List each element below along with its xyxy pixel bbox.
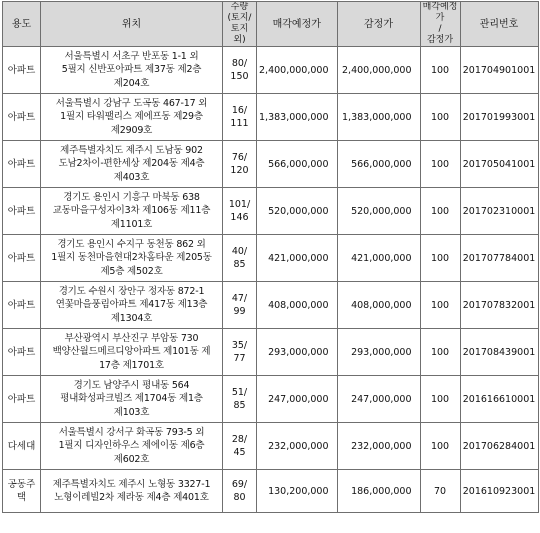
header-quantity [223,2,257,47]
location-line: 1필지 타워팰리스 제에프동 제29층 [60,111,203,123]
price-cell: 1,383,000,000 [257,94,338,141]
use-cell: 다세대 [3,423,41,470]
location-line: 연꽃마을풍림아파트 제417동 제13층 [55,299,208,311]
quantity-part: 16/ [231,105,248,116]
use-cell: 아파트 [3,141,41,188]
table-row [3,376,539,423]
location-cell [41,423,223,470]
use-cell: 아파트 [3,47,41,94]
location-cell [41,235,223,282]
use-cell: 아파트 [3,235,41,282]
location-line: 제주특별자치도 제주시 도남동 902 [60,144,203,156]
quantity-part: 80/ [231,58,248,69]
quantity-cell [223,141,257,188]
use-cell: 아파트 [3,376,41,423]
location-line: 경기도 남양주시 평내동 564 [73,379,190,391]
location-line: 교동마을구성자이3차 제106동 제11층 [52,205,211,217]
quantity-part: 45 [233,447,246,458]
quantity-part: 51/ [231,387,248,398]
quantity-part: 146 [230,212,249,223]
auction-table-container [2,1,539,513]
quantity-cell [223,188,257,235]
id-cell: 201616610001 [460,376,538,423]
quantity-part: 80 [233,492,246,503]
quantity-part: 85 [233,400,246,411]
quantity-part: 40/ [231,246,248,257]
id-cell: 201701993001 [460,94,538,141]
table-row [3,94,539,141]
location-line: 서울특별시 서초구 반포동 1-1 외 [64,50,199,62]
auction-table [2,1,539,513]
header-row [3,2,539,47]
quantity-cell [223,423,257,470]
header-appraisal: 감정가 [337,2,420,47]
use-cell: 아파트 [3,94,41,141]
table-row [3,235,539,282]
location-cell [41,188,223,235]
quantity-part: 47/ [231,293,248,304]
location-line: 서울특별시 강서구 화곡동 793-5 외 [58,426,205,438]
location-line: 제103호 [113,406,150,418]
appraisal-cell: 1,383,000,000 [337,94,420,141]
price-cell: 232,000,000 [257,423,338,470]
id-cell: 201705041001 [460,141,538,188]
id-cell: 201707784001 [460,235,538,282]
ratio-cell: 100 [420,282,460,329]
location-line: 1필지 디자인하우스 제에이동 제6층 [58,440,205,452]
ratio-cell: 100 [420,376,460,423]
id-cell: 201708439001 [460,329,538,376]
appraisal-cell: 2,400,000,000 [337,47,420,94]
id-cell: 201706284001 [460,423,538,470]
location-line: 경기도 용인시 수지구 동천동 862 외 [57,238,206,250]
ratio-cell: 100 [420,47,460,94]
quantity-cell [223,235,257,282]
price-cell: 566,000,000 [257,141,338,188]
appraisal-cell: 247,000,000 [337,376,420,423]
location-line: 제403호 [113,171,150,183]
use-cell: 아파트 [3,282,41,329]
quantity-part: 85 [233,259,246,270]
price-cell: 293,000,000 [257,329,338,376]
quantity-part: 120 [230,165,249,176]
ratio-cell: 100 [420,423,460,470]
use-cell: 공동주택 [3,470,41,513]
location-line: 1필지 동천마을현대2차홈타운 제205동 [51,252,212,264]
price-cell: 520,000,000 [257,188,338,235]
header-use: 용도 [3,2,41,47]
quantity-cell [223,94,257,141]
use-cell: 아파트 [3,188,41,235]
header-ratio-top: 매각예정가 [422,2,458,23]
location-cell [41,141,223,188]
location-line: 경기도 용인시 기흥구 마북동 638 [63,191,200,203]
location-line: 경기도 수원시 장안구 정자동 872-1 [58,285,205,297]
id-cell: 201702310001 [460,188,538,235]
quantity-cell [223,329,257,376]
appraisal-cell: 232,000,000 [337,423,420,470]
quantity-part: 111 [230,118,249,129]
location-line: 제204호 [113,77,150,89]
table-row [3,188,539,235]
location-line: 도남2차이-편한세상 제204동 제4층 [58,158,205,170]
id-cell: 201704901001 [460,47,538,94]
quantity-part: 150 [230,71,249,82]
quantity-cell [223,47,257,94]
location-cell [41,94,223,141]
location-line: 백양산월드메르디앙아파트 제101동 제 [52,346,211,358]
table-row [3,282,539,329]
location-line: 노형이레빌2차 제라동 제4층 제401호 [54,492,209,503]
table-row [3,470,539,513]
appraisal-cell: 293,000,000 [337,329,420,376]
location-line: 부산광역시 부산진구 부암동 730 [64,332,199,344]
header-price: 매각예정가 [257,2,338,47]
quantity-part: 77 [233,353,246,364]
quantity-part: 35/ [231,340,248,351]
location-cell [41,329,223,376]
location-cell [41,470,223,513]
header-location: 위치 [41,2,223,47]
location-line: 평내화성파크빌즈 제1704동 제1층 [60,393,203,405]
location-cell [41,282,223,329]
table-row [3,47,539,94]
quantity-cell [223,282,257,329]
header-quantity-bottom: (토지/토지외) [227,13,252,45]
location-line: 제1304호 [110,312,153,324]
quantity-part: 28/ [231,434,248,445]
quantity-cell [223,376,257,423]
appraisal-cell: 520,000,000 [337,188,420,235]
table-body [3,47,539,513]
price-cell: 2,400,000,000 [257,47,338,94]
quantity-part: 99 [233,306,246,317]
appraisal-cell: 408,000,000 [337,282,420,329]
id-cell: 201707832001 [460,282,538,329]
id-cell: 201610923001 [460,470,538,513]
price-cell: 421,000,000 [257,235,338,282]
quantity-part: 101/ [228,199,251,210]
ratio-cell: 100 [420,235,460,282]
table-row [3,423,539,470]
appraisal-cell: 421,000,000 [337,235,420,282]
location-line: 제2909호 [110,124,153,136]
quantity-cell [223,470,257,513]
location-line: 서울특별시 강남구 도곡동 467-17 외 [55,97,208,109]
header-ratio-bottom: 감정가 [426,35,454,45]
quantity-part: 69/ [231,479,248,490]
ratio-cell: 100 [420,94,460,141]
header-quantity-top: 수량 [230,2,249,12]
price-cell: 408,000,000 [257,282,338,329]
header-ratio-mid: / [438,24,442,34]
location-cell [41,376,223,423]
price-cell: 130,200,000 [257,470,338,513]
ratio-cell: 100 [420,141,460,188]
location-line: 17층 제1701호 [99,359,164,371]
ratio-cell: 100 [420,188,460,235]
location-cell [41,47,223,94]
table-row [3,141,539,188]
use-cell: 아파트 [3,329,41,376]
location-line: 5필지 신반포아파트 제37동 제2층 [61,64,202,76]
location-line: 제주특별자치도 제주시 노형동 3327-1 [52,478,211,490]
location-line: 제1101호 [110,218,153,230]
ratio-cell: 70 [420,470,460,513]
header-ratio [420,2,460,47]
quantity-part: 76/ [231,152,248,163]
appraisal-cell: 566,000,000 [337,141,420,188]
location-line: 제5층 제502호 [100,265,163,277]
ratio-cell: 100 [420,329,460,376]
table-row [3,329,539,376]
appraisal-cell: 186,000,000 [337,470,420,513]
location-line: 제602호 [113,453,150,465]
price-cell: 247,000,000 [257,376,338,423]
header-id: 관리번호 [460,2,538,47]
